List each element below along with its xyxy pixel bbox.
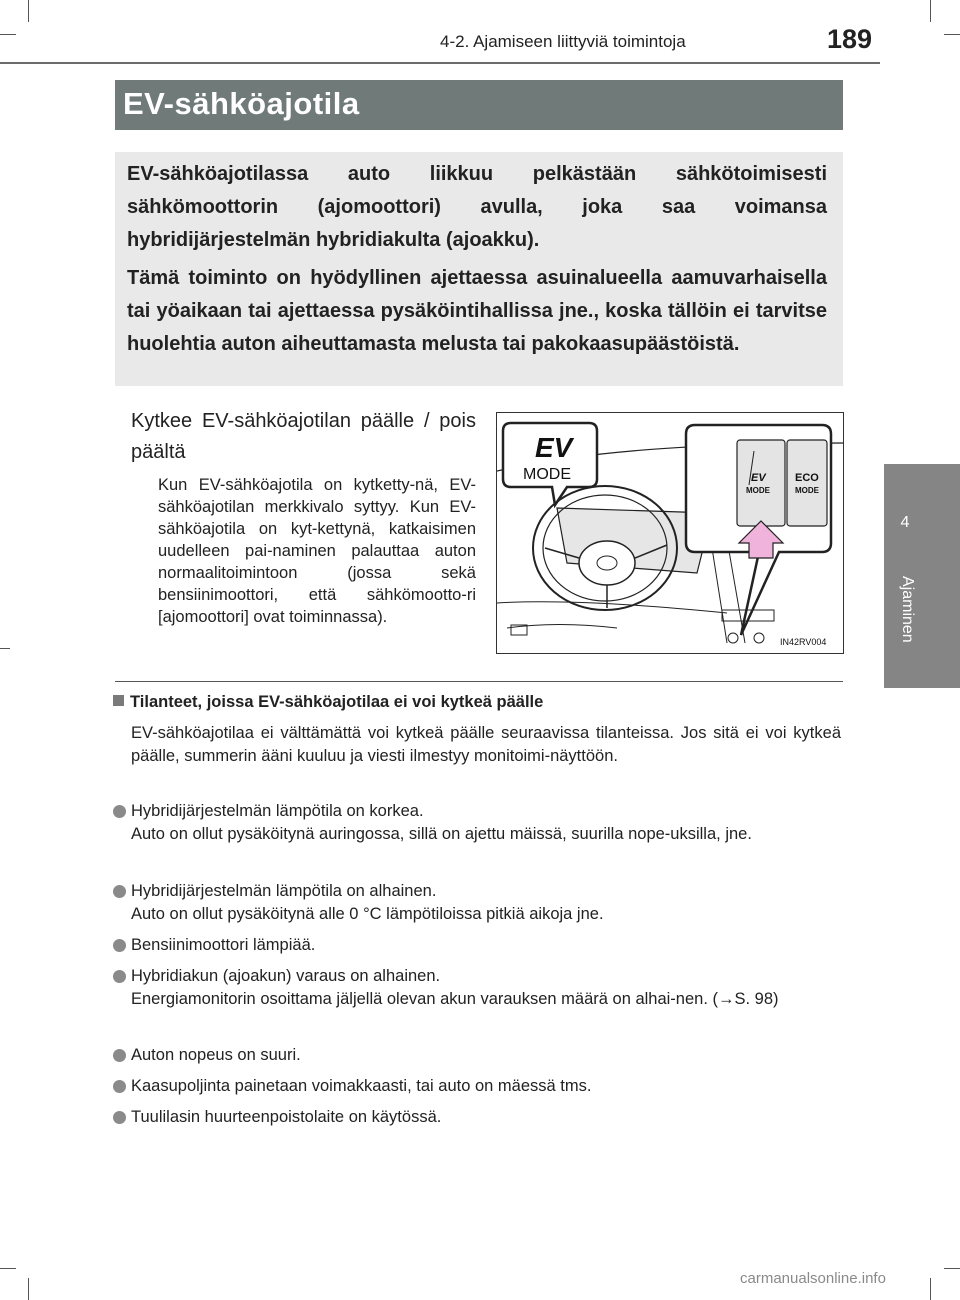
crop-mark <box>944 34 960 35</box>
bullet-dot-icon <box>113 1080 126 1093</box>
bullet-dot-icon <box>113 805 126 818</box>
list-item-detail: Auto on ollut pysäköitynä auringossa, sillä on ajettu mäissä, suurilla nope-uksilla, jne. <box>131 825 752 843</box>
bullet-dot-icon <box>113 970 126 983</box>
callout-mode-label: MODE <box>523 466 571 483</box>
list-item-detail: Auto on ollut pysäköitynä alle 0 °C lämpötiloissa pitkiä aikoja jne. <box>131 905 604 923</box>
step-description: Kun EV-sähköajotila on kytketty-nä, EV-sähköajotilan merkkivalo syttyy. Kun EV-sähköajotila on kyt-kettynä, katkaisimen uudelleen pai-naminen palauttaa auton normaalitoimintoon (jossa sekä bensiinimoottori, että sähkömootto-ri [ajomoottori] ovat toiminnassa). <box>158 476 476 626</box>
page-number: 189 <box>827 24 873 54</box>
intro-box <box>115 152 843 386</box>
list-item-detail: Energiamonitorin osoittama jäljellä olevan akun varauksen määrä on alhai-nen. (→S. 98) <box>131 990 779 1008</box>
running-head: 4-2. Ajamiseen liittyviä toimintoja <box>440 32 686 51</box>
chapter-number: 4 <box>900 514 910 531</box>
crop-mark <box>930 0 931 22</box>
step-heading: Kytkee EV-sähköajotilan päälle / pois päältä <box>131 410 476 463</box>
crop-mark <box>0 648 10 649</box>
section-heading-text: Tilanteet, joissa EV-sähköajotilaa ei voi kytkeä päälle <box>130 693 544 711</box>
bullet-dot-icon <box>113 1111 126 1124</box>
list-item-title: Bensiinimoottori lämpiää. <box>131 936 316 954</box>
crop-mark <box>930 1278 931 1300</box>
crop-mark <box>0 1268 16 1269</box>
crop-mark <box>944 1268 960 1269</box>
ev-mode-button-mode-label: MODE <box>746 486 770 495</box>
chapter-side-tab <box>884 464 960 688</box>
header-rule <box>0 62 880 64</box>
chapter-label: Ajaminen <box>899 576 916 643</box>
list-item-title: Hybridijärjestelmän lämpötila on korkea. <box>131 802 424 820</box>
section-body: EV-sähköajotilaa ei välttämättä voi kytkeä päälle seuraavissa tilanteissa. Jos sitä ei voi kytkeä päälle, summerin ääni kuuluu ja viesti ilmestyy monitoimi-näyttöön. <box>131 724 841 765</box>
list-item-title: Tuulilasin huurteenpoistolaite on käytössä. <box>131 1108 442 1126</box>
bullet-dot-icon <box>113 1049 126 1062</box>
intro-paragraph-1: EV-sähköajotilassa auto liikkuu pelkästään sähkötoimisesti sähkömoottorin (ajomoottori) avulla, joka saa voimansa hybridijärjestelmän hybridiakulta (ajoakku). <box>127 163 827 251</box>
callout-ev-label: EV <box>535 432 573 463</box>
section-heading <box>113 693 543 712</box>
figure-code: IN42RV004 <box>780 637 827 647</box>
list-item-title: Auton nopeus on suuri. <box>131 1046 301 1064</box>
ev-mode-button-ev-label: EV <box>751 472 766 484</box>
ev-mode-illustration <box>496 412 844 654</box>
crop-mark <box>28 1278 29 1300</box>
watermark: carmanualsonline.info <box>740 1270 886 1287</box>
bullet-dot-icon <box>113 885 126 898</box>
eco-mode-button-eco-label: ECO <box>795 472 819 484</box>
list-item-title: Kaasupoljinta painetaan voimakkaasti, tai auto on mäessä tms. <box>131 1077 592 1095</box>
crop-mark <box>28 0 29 22</box>
page-title: EV-sähköajotila <box>123 86 360 121</box>
square-bullet-icon <box>113 695 124 706</box>
list-item-title: Hybridijärjestelmän lämpötila on alhainen. <box>131 882 437 900</box>
crop-mark <box>0 34 16 35</box>
bullet-dot-icon <box>113 939 126 952</box>
section-divider <box>115 681 843 682</box>
dashboard-drawing <box>497 413 843 653</box>
section-title-bar <box>115 80 843 130</box>
intro-paragraph-2: Tämä toiminto on hyödyllinen ajettaessa asuinalueella aamuvarhaisella tai yöaikaan tai ajettaessa pysäköintihallissa jne., koska tällöin ei tarvitse huolehtia auton aiheuttamasta melusta tai pakokaasupäästöistä. <box>127 267 827 355</box>
eco-mode-button-mode-label: MODE <box>795 486 819 495</box>
list-item-title: Hybridiakun (ajoakun) varaus on alhainen. <box>131 967 441 985</box>
